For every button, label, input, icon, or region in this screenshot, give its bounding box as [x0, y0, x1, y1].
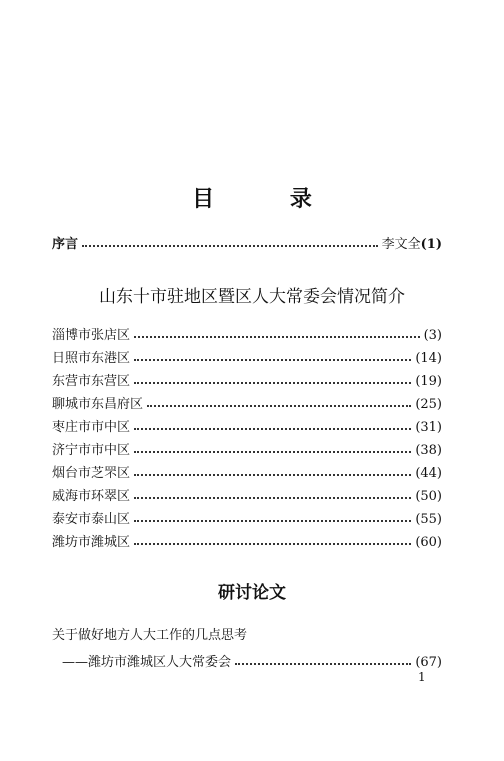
entry-page: (19): [415, 374, 442, 389]
article-sub-label: ——潍坊市潍城区人大常委会: [62, 655, 232, 670]
toc-entry: [52, 459, 442, 481]
dot-leader: [134, 358, 411, 361]
entry-label: 潍坊市潍城区: [52, 535, 131, 550]
entry-label: 聊城市东昌府区: [52, 397, 144, 412]
dot-leader: [134, 427, 411, 430]
entry-label: 烟台市芝罘区: [52, 466, 131, 481]
entry-page: (55): [415, 512, 442, 527]
entry-page: (31): [415, 420, 442, 435]
toc-entry: [52, 482, 442, 504]
entry-page: (25): [415, 397, 442, 412]
entry-label: 东营市东营区: [52, 374, 131, 389]
entry-page: (60): [415, 535, 442, 550]
dot-leader: [82, 244, 378, 247]
dot-leader: [134, 496, 411, 499]
toc-entry: [52, 390, 442, 412]
preface-page: (1): [420, 237, 442, 252]
entry-label: 日照市东港区: [52, 351, 131, 366]
toc-entry: [52, 367, 442, 389]
preface-row: [52, 230, 442, 252]
entry-page: (50): [415, 489, 442, 504]
dot-leader: [134, 335, 420, 338]
preface-author: 李文全: [381, 237, 421, 252]
toc-entry: [52, 344, 442, 366]
toc-entry: [52, 505, 442, 527]
dot-leader: [134, 542, 411, 545]
toc-entry: [52, 528, 442, 550]
entry-page: (3): [423, 328, 442, 343]
dot-leader: [235, 662, 411, 665]
toc-entry: [52, 413, 442, 435]
dot-leader: [134, 473, 411, 476]
entry-page: (38): [415, 443, 442, 458]
section-heading: 山东十市驻地区暨区人大常委会情况简介: [99, 287, 405, 307]
toc-entry: [52, 321, 442, 343]
page-number: 1: [418, 670, 426, 684]
dot-leader: [134, 519, 411, 522]
entry-label: 枣庄市市中区: [52, 420, 131, 435]
dot-leader: [134, 381, 411, 384]
dot-leader: [134, 450, 411, 453]
section-heading: 研讨论文: [218, 583, 286, 603]
entry-label: 济宁市市中区: [52, 443, 131, 458]
entry-label: 泰安市泰山区: [52, 512, 131, 527]
article-title: 关于做好地方人大工作的几点思考: [52, 628, 248, 643]
entry-page: (44): [415, 466, 442, 481]
entry-label: 威海市环翠区: [52, 489, 131, 504]
article-sub-row: [62, 648, 442, 670]
article-page: (67): [415, 655, 442, 670]
page-title: 目 录: [192, 187, 346, 212]
toc-entry: [52, 436, 442, 458]
dot-leader: [147, 404, 411, 407]
preface-label: 序言: [52, 237, 79, 252]
entry-page: (14): [415, 351, 442, 366]
entry-label: 淄博市张店区: [52, 328, 131, 343]
